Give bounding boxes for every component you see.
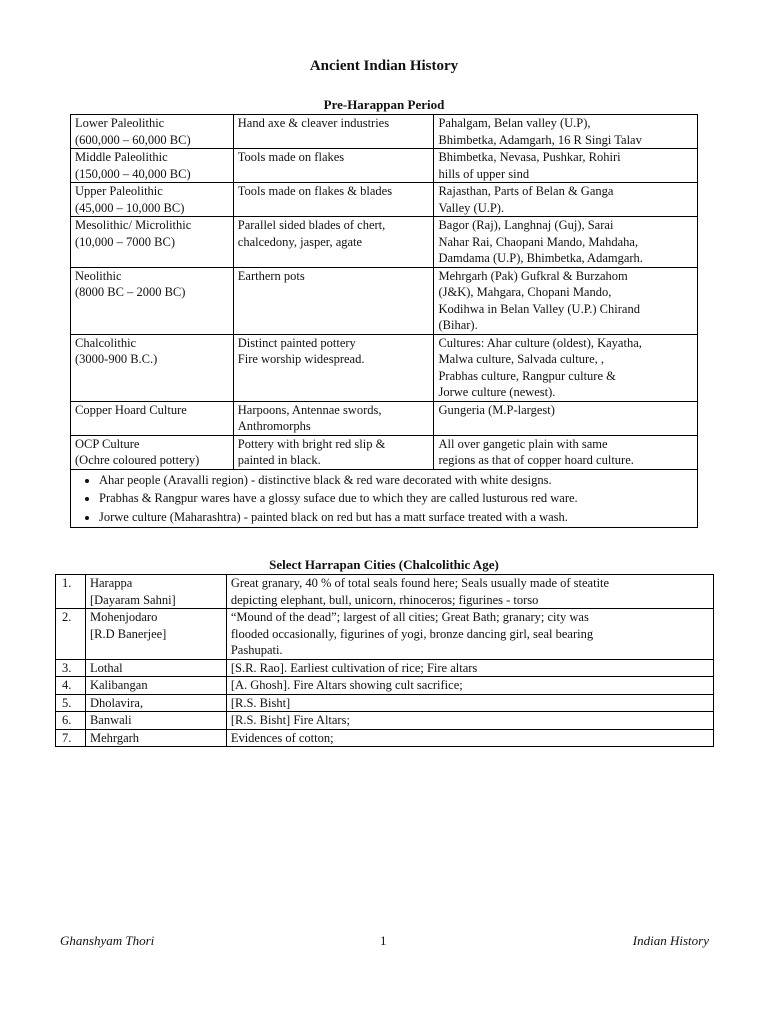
- sites-cell: Cultures: Ahar culture (oldest), Kayatha, Malwa culture, Salvada culture, , Prabhas culture, Rangpur culture & Jorwe culture (newest).: [434, 334, 698, 401]
- pre-harappan-table: [70, 114, 698, 528]
- period-cell: Upper Paleolithic (45,000 – 10,000 BC): [71, 183, 234, 217]
- city-cell: Kalibangan: [85, 677, 226, 695]
- document-title: Ancient Indian History: [309, 58, 459, 74]
- sites-cell: Pahalgam, Belan valley (U.P), Bhimbetka, Adamgarh, 16 R Singi Talav: [434, 115, 698, 149]
- tools-cell: Harpoons, Antennae swords, Anthromorphs: [233, 401, 434, 435]
- list-item: • Jorwe culture (Maharashtra) - painted black on red but has a matt surface treated with a wash.: [99, 508, 693, 527]
- harappan-cities-table-body: [56, 575, 714, 747]
- notes-cell: [71, 469, 698, 528]
- footer-author: Ghanshyam Thori: [60, 933, 155, 948]
- city-cell: Banwali: [85, 712, 226, 730]
- table-row: [71, 115, 698, 149]
- details-cell: [S.R. Rao]. Earliest cultivation of rice; Fire altars: [226, 659, 713, 677]
- pre-harappan-table-body: [71, 115, 698, 528]
- footer-page-number: 1: [380, 933, 387, 948]
- serial-cell: 2.: [56, 609, 86, 660]
- period-cell: Chalcolithic (3000-900 B.C.): [71, 334, 234, 401]
- table-row: [71, 435, 698, 469]
- details-cell: Evidences of cotton;: [226, 729, 713, 747]
- table-row: [71, 401, 698, 435]
- harappan-cities-heading: Select Harrapan Cities (Chalcolithic Age): [269, 557, 499, 572]
- city-cell: Mohenjodaro [R.D Banerjee]: [85, 609, 226, 660]
- table-row: [71, 334, 698, 401]
- sites-cell: Mehrgarh (Pak) Gufkral & Burzahom (J&K), Mahgara, Chopani Mando, Kodihwa in Belan Valley (U.P.) Chirand (Bihar).: [434, 267, 698, 334]
- city-cell: Harappa [Dayaram Sahni]: [85, 575, 226, 609]
- table-row: [71, 217, 698, 268]
- sites-cell: Rajasthan, Parts of Belan & Ganga Valley (U.P).: [434, 183, 698, 217]
- period-cell: Mesolithic/ Microlithic (10,000 – 7000 BC): [71, 217, 234, 268]
- sites-cell: Gungeria (M.P-largest): [434, 401, 698, 435]
- details-cell: Great granary, 40 % of total seals found here; Seals usually made of steatite depicting elephant, bull, unicorn, rhinoceros; figurines - torso: [226, 575, 713, 609]
- notes-list: [75, 471, 693, 527]
- harappan-cities-table: [55, 574, 714, 747]
- tools-cell: Earthern pots: [233, 267, 434, 334]
- city-cell: Mehrgarh: [85, 729, 226, 747]
- pre-harappan-heading: Pre-Harappan Period: [323, 97, 445, 112]
- list-item: • Ahar people (Aravalli region) - distinctive black & red ware decorated with white designs.: [99, 471, 693, 490]
- details-cell: “Mound of the dead”; largest of all cities; Great Bath; granary; city was flooded occasionally, figurines of yogi, bronze dancing girl, seal bearing Pashupati.: [226, 609, 713, 660]
- list-item: • Prabhas & Rangpur wares have a glossy suface due to which they are called lusturous red ware.: [99, 489, 693, 508]
- serial-cell: 3.: [56, 659, 86, 677]
- table-row: [56, 677, 714, 695]
- sites-cell: Bagor (Raj), Langhnaj (Guj), Sarai Nahar Rai, Chaopani Mando, Mahdaha, Damdama (U.P), Bhimbetka, Adamgarh.: [434, 217, 698, 268]
- footer-subject: Indian History: [632, 933, 709, 948]
- sites-cell: All over gangetic plain with same regions as that of copper hoard culture.: [434, 435, 698, 469]
- table-row: [56, 609, 714, 660]
- table-row: [56, 575, 714, 609]
- serial-cell: 5.: [56, 694, 86, 712]
- period-cell: Neolithic (8000 BC – 2000 BC): [71, 267, 234, 334]
- period-cell: Copper Hoard Culture: [71, 401, 234, 435]
- details-cell: [R.S. Bisht]: [226, 694, 713, 712]
- period-cell: Middle Paleolithic (150,000 – 40,000 BC): [71, 149, 234, 183]
- tools-cell: Tools made on flakes: [233, 149, 434, 183]
- table-row: [56, 712, 714, 730]
- tools-cell: Hand axe & cleaver industries: [233, 115, 434, 149]
- tools-cell: Pottery with bright red slip & painted in black.: [233, 435, 434, 469]
- table-row: [56, 659, 714, 677]
- details-cell: [R.S. Bisht] Fire Altars;: [226, 712, 713, 730]
- serial-cell: 7.: [56, 729, 86, 747]
- city-cell: Lothal: [85, 659, 226, 677]
- notes-row: [71, 469, 698, 528]
- tools-cell: Tools made on flakes & blades: [233, 183, 434, 217]
- serial-cell: 4.: [56, 677, 86, 695]
- period-cell: OCP Culture (Ochre coloured pottery): [71, 435, 234, 469]
- tools-cell: Parallel sided blades of chert, chalcedony, jasper, agate: [233, 217, 434, 268]
- serial-cell: 6.: [56, 712, 86, 730]
- table-row: [71, 149, 698, 183]
- sites-cell: Bhimbetka, Nevasa, Pushkar, Rohiri hills of upper sind: [434, 149, 698, 183]
- details-cell: [A. Ghosh]. Fire Altars showing cult sacrifice;: [226, 677, 713, 695]
- table-row: [56, 729, 714, 747]
- table-row: [71, 183, 698, 217]
- serial-cell: 1.: [56, 575, 86, 609]
- table-row: [71, 267, 698, 334]
- tools-cell: Distinct painted pottery Fire worship widespread.: [233, 334, 434, 401]
- city-cell: Dholavira,: [85, 694, 226, 712]
- table-row: [56, 694, 714, 712]
- period-cell: Lower Paleolithic (600,000 – 60,000 BC): [71, 115, 234, 149]
